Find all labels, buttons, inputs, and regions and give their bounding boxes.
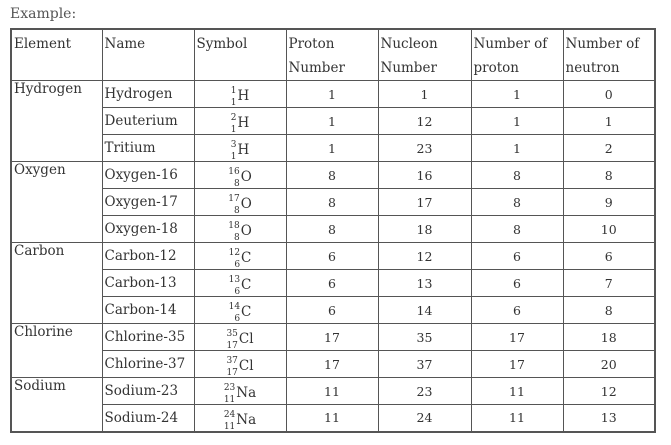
nucleon-number-cell: 12 (378, 243, 471, 270)
isotope-name-cell: Sodium-24 (102, 405, 194, 432)
header-number-of-neutron: Number of neutron (563, 29, 655, 81)
protons-cell: 8 (471, 216, 563, 243)
isotope-notation (230, 140, 250, 162)
mass-number: 16 (228, 167, 240, 177)
nucleon-number-cell: 23 (378, 378, 471, 405)
table-row (11, 378, 655, 405)
isotope-notation (226, 329, 254, 351)
symbol-cell (194, 162, 286, 189)
mass-number: 12 (228, 248, 241, 258)
element-symbol: H (237, 88, 250, 105)
symbol-cell (194, 189, 286, 216)
atomic-number: 6 (234, 314, 241, 324)
neutrons-cell: 13 (563, 405, 655, 432)
proton-number-cell: 1 (286, 81, 378, 108)
mass-number: 35 (226, 329, 238, 339)
nucleon-number-cell: 12 (378, 108, 471, 135)
mass-number: 3 (230, 140, 237, 150)
element-cell: Carbon (11, 243, 102, 324)
isotope-notation (230, 86, 250, 108)
symbol-cell (194, 135, 286, 162)
nucleon-number-cell: 35 (378, 324, 471, 351)
nucleon-number-cell: 1 (378, 81, 471, 108)
table-row (11, 108, 655, 135)
table-body (11, 81, 655, 432)
header-element: Element (11, 29, 102, 81)
header-row (11, 29, 655, 81)
isotope-notation (226, 356, 254, 378)
proton-number-cell: 1 (286, 108, 378, 135)
atomic-number: 1 (230, 152, 237, 162)
protons-cell: 11 (471, 378, 563, 405)
neutrons-cell: 18 (563, 324, 655, 351)
isotope-name-cell: Chlorine-35 (102, 324, 194, 351)
neutrons-cell: 0 (563, 81, 655, 108)
element-cell: Oxygen (11, 162, 102, 243)
neutrons-cell: 2 (563, 135, 655, 162)
mass-number: 23 (223, 383, 236, 393)
protons-cell: 8 (471, 189, 563, 216)
atomic-number: 6 (234, 260, 241, 270)
mass-number: 24 (223, 409, 236, 420)
nucleon-number-cell: 16 (378, 162, 471, 189)
nucleon-number-cell: 14 (378, 297, 471, 324)
protons-cell: 1 (471, 81, 563, 108)
neutrons-cell: 12 (563, 378, 655, 405)
atomic-number: 17 (226, 368, 238, 378)
element-symbol: Na (236, 412, 257, 428)
atomic-number: 11 (223, 421, 236, 432)
nucleon-number-cell: 17 (378, 189, 471, 216)
isotope-name-cell: Deuterium (102, 108, 194, 135)
table-row (11, 270, 655, 297)
protons-cell: 17 (471, 351, 563, 378)
atomic-number: 17 (226, 341, 238, 351)
header-nucleon-number: Nucleon Number (378, 29, 471, 81)
mass-number: 2 (230, 113, 237, 123)
protons-cell: 6 (471, 243, 563, 270)
nucleon-number-cell: 18 (378, 216, 471, 243)
table-row (11, 135, 655, 162)
proton-number-cell: 17 (286, 324, 378, 351)
header-proton-number: Proton Number (286, 29, 378, 81)
protons-cell: 8 (471, 162, 563, 189)
neutrons-cell: 8 (563, 297, 655, 324)
table-row (11, 351, 655, 378)
header-symbol: Symbol (194, 29, 286, 81)
element-symbol: C (241, 277, 252, 294)
proton-number-cell: 17 (286, 351, 378, 378)
mass-number: 17 (228, 194, 240, 204)
table-header (11, 29, 655, 81)
symbol-cell (194, 270, 286, 297)
neutrons-cell: 7 (563, 270, 655, 297)
proton-number-cell: 8 (286, 162, 378, 189)
symbol-cell (194, 405, 286, 432)
mass-number: 18 (228, 221, 240, 231)
symbol-cell (194, 216, 286, 243)
table-row (11, 216, 655, 243)
isotope-name-cell: Oxygen-18 (102, 216, 194, 243)
isotope-name-cell: Oxygen-16 (102, 162, 194, 189)
header-name: Name (102, 29, 194, 81)
table-row (11, 324, 655, 351)
proton-number-cell: 6 (286, 297, 378, 324)
isotope-name-cell: Carbon-13 (102, 270, 194, 297)
proton-number-cell: 1 (286, 135, 378, 162)
symbol-cell (194, 297, 286, 324)
isotope-name-cell: Oxygen-17 (102, 189, 194, 216)
symbol-cell (194, 108, 286, 135)
nucleon-number-cell: 23 (378, 135, 471, 162)
neutrons-cell: 9 (563, 189, 655, 216)
neutrons-cell: 10 (563, 216, 655, 243)
table-row (11, 81, 655, 108)
proton-number-cell: 8 (286, 216, 378, 243)
protons-cell: 6 (471, 270, 563, 297)
isotope-name-cell: Hydrogen (102, 81, 194, 108)
isotope-name-cell: Carbon-12 (102, 243, 194, 270)
element-symbol: Na (236, 385, 257, 402)
protons-cell: 1 (471, 135, 563, 162)
isotope-notation (230, 113, 250, 135)
atomic-number: 8 (233, 233, 240, 243)
element-symbol: O (240, 169, 252, 186)
table-row (11, 243, 655, 270)
protons-cell: 6 (471, 297, 563, 324)
symbol-cell (194, 351, 286, 378)
symbol-cell (194, 243, 286, 270)
symbol-cell (194, 81, 286, 108)
atomic-number: 8 (233, 206, 240, 216)
element-symbol: Cl (238, 331, 254, 348)
proton-number-cell: 11 (286, 405, 378, 432)
element-symbol: O (240, 196, 252, 213)
element-cell: Chlorine (11, 324, 102, 378)
isotope-name-cell: Carbon-14 (102, 297, 194, 324)
protons-cell: 17 (471, 324, 563, 351)
protons-cell: 11 (471, 405, 563, 432)
isotope-notation (228, 302, 252, 324)
mass-number: 37 (226, 356, 238, 366)
isotope-name-cell: Tritium (102, 135, 194, 162)
element-symbol: C (241, 304, 252, 321)
isotope-notation (228, 248, 252, 270)
proton-number-cell: 6 (286, 270, 378, 297)
isotope-name-cell: Chlorine-37 (102, 351, 194, 378)
nucleon-number-cell: 13 (378, 270, 471, 297)
element-cell: Sodium (11, 378, 102, 432)
table-row (11, 297, 655, 324)
isotope-notation (228, 194, 252, 216)
nucleon-number-cell: 24 (378, 405, 471, 432)
isotope-notation (228, 275, 252, 297)
isotope-notation (223, 383, 257, 405)
proton-number-cell: 11 (286, 378, 378, 405)
atomic-number: 1 (230, 125, 237, 135)
element-symbol: Cl (238, 358, 254, 375)
isotope-notation (223, 409, 257, 432)
atomic-number: 1 (230, 98, 237, 108)
proton-number-cell: 6 (286, 243, 378, 270)
table-row (11, 405, 655, 432)
symbol-cell (194, 378, 286, 405)
neutrons-cell: 8 (563, 162, 655, 189)
header-number-of-proton: Number of proton (471, 29, 563, 81)
caption: Example: (10, 6, 77, 22)
isotope-notation (228, 167, 252, 189)
neutrons-cell: 6 (563, 243, 655, 270)
atomic-number: 6 (234, 287, 241, 297)
isotope-notation (228, 221, 252, 243)
atomic-number: 8 (233, 179, 240, 189)
mass-number: 13 (228, 275, 241, 285)
isotope-table (10, 28, 656, 433)
atomic-number: 11 (223, 395, 236, 405)
mass-number: 1 (230, 86, 237, 96)
element-symbol: C (241, 250, 252, 267)
proton-number-cell: 8 (286, 189, 378, 216)
table-row (11, 162, 655, 189)
nucleon-number-cell: 37 (378, 351, 471, 378)
neutrons-cell: 1 (563, 108, 655, 135)
symbol-cell (194, 324, 286, 351)
table-row (11, 189, 655, 216)
isotope-name-cell: Sodium-23 (102, 378, 194, 405)
element-symbol: O (240, 223, 252, 240)
protons-cell: 1 (471, 108, 563, 135)
element-cell: Hydrogen (11, 81, 102, 162)
mass-number: 14 (228, 302, 241, 312)
neutrons-cell: 20 (563, 351, 655, 378)
element-symbol: H (237, 142, 250, 159)
element-symbol: H (237, 115, 250, 132)
